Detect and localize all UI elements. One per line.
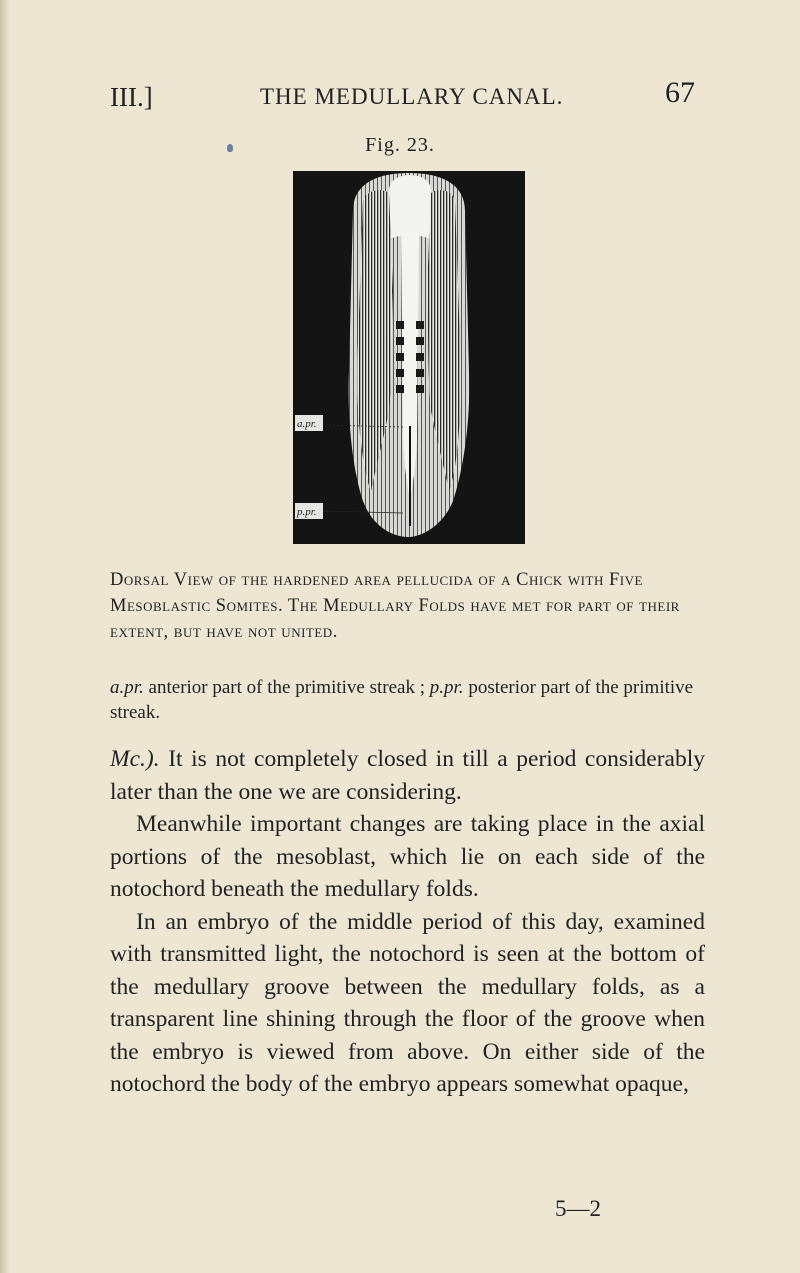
figure-legend xyxy=(110,675,705,725)
body-text xyxy=(110,743,705,1101)
paragraph-1 xyxy=(110,743,705,808)
posterior-label: p.pr. xyxy=(297,506,317,518)
paragraph-2: Meanwhile important changes are taking place in the axial portions of the mesoblast, which lie on each side of the notochord beneath the medullary folds. xyxy=(110,811,705,902)
anterior-label: a.pr. xyxy=(297,418,317,430)
paragraph-1-rest: It is not completely closed in till a period considerably later than the one we are considering. xyxy=(110,746,705,805)
legend-text-posterior: posterior part of the primitive streak. xyxy=(110,677,694,723)
legend-abbr-posterior: p.pr. xyxy=(429,677,464,698)
running-title: THE MEDULLARY CANAL. xyxy=(260,84,564,109)
figure-label: Fig. 23. xyxy=(365,134,435,156)
figure-caption: Dorsal View of the hardened area pellucida of a Chick with Five Mesoblastic Somites. The Medullary Folds have met for part of their extent, but have not united. xyxy=(110,570,680,642)
embryo-illustration xyxy=(293,171,525,544)
chapter-number: III.] xyxy=(110,82,153,112)
page-number: 67 xyxy=(665,76,695,109)
page-edge-shadow xyxy=(0,0,10,1273)
paragraph-1-lead: Mc.). xyxy=(110,746,160,772)
paragraph-3: In an embryo of the middle period of this day, examined with transmitted light, the notochord is seen at the bottom of the medullary groove between the medullary folds, as a transparent line shining through the floor of the groove when the embryo is viewed from above. On either side of the notochord the body of the embryo appears somewhat opaque, xyxy=(110,908,705,1097)
legend-text-anterior: anterior part of the primitive streak ; xyxy=(143,677,430,698)
signature-mark: 5—2 xyxy=(555,1196,601,1221)
legend-abbr-anterior: a.pr. xyxy=(110,677,144,698)
running-header xyxy=(110,78,695,118)
